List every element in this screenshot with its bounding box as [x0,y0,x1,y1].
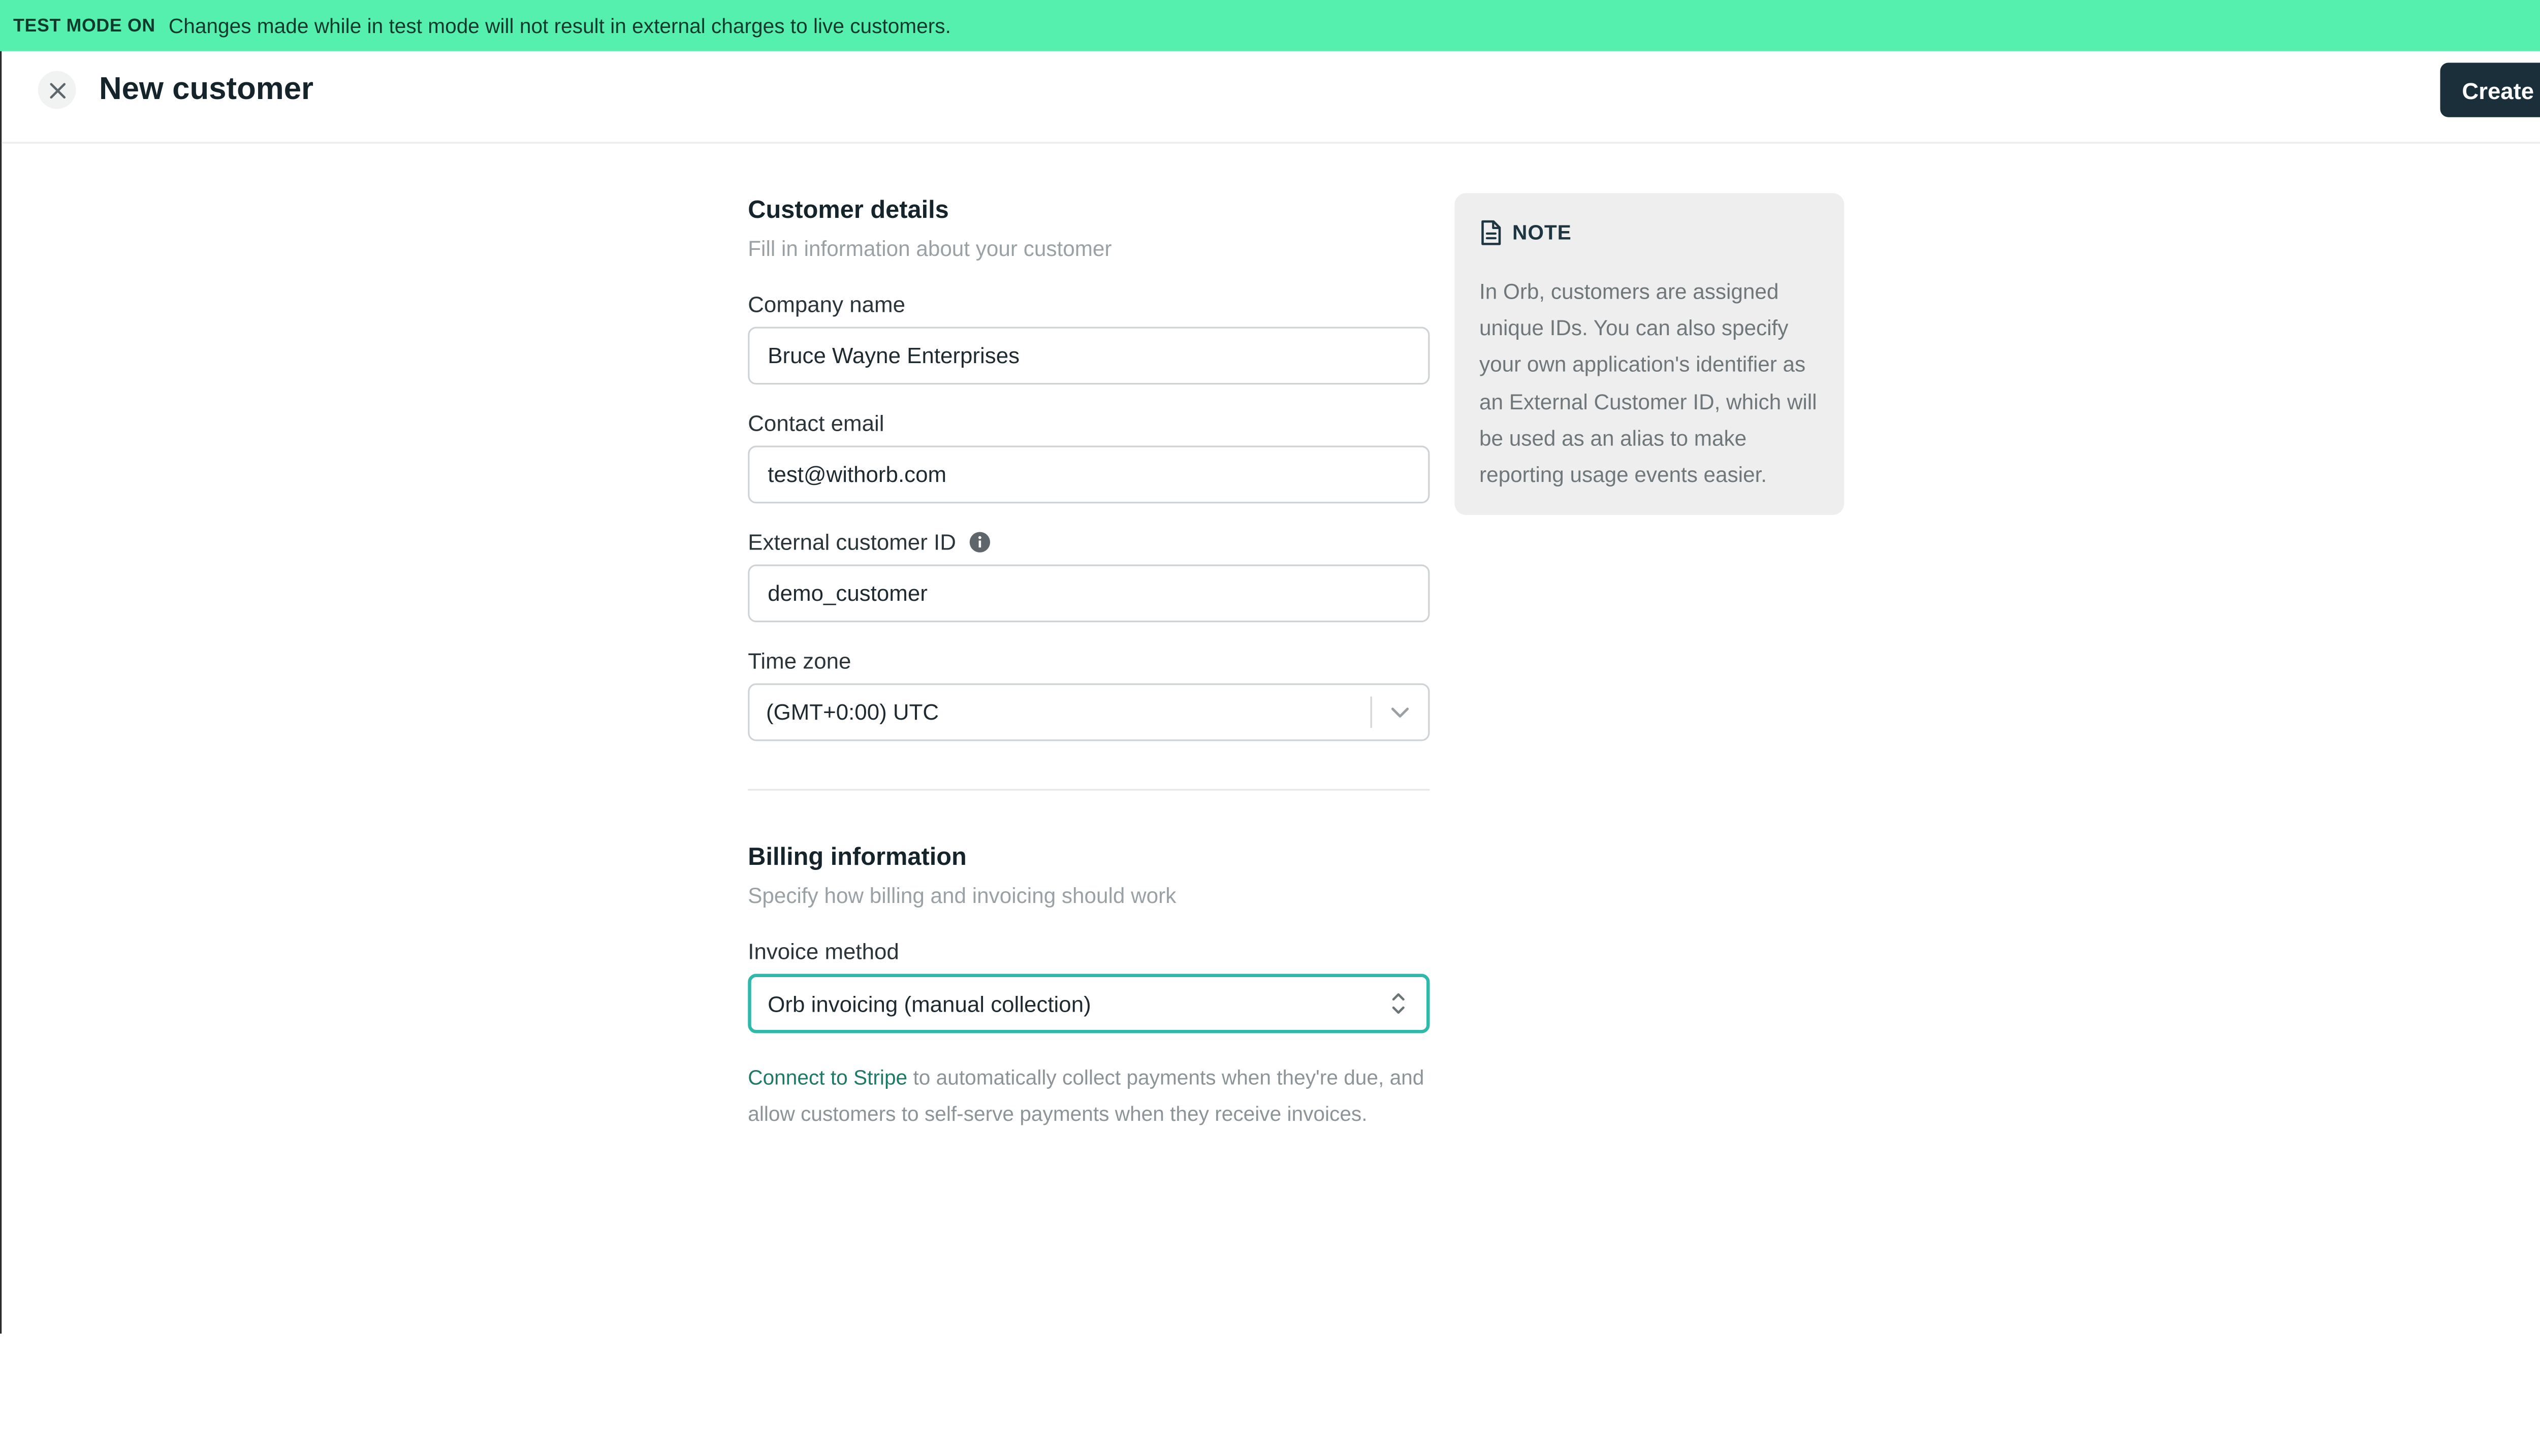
customer-details-subtitle: Fill in information about your customer [748,236,1112,261]
window-edge [0,0,2,1334]
invoice-method-label [748,939,899,964]
time-zone-select[interactable] [748,684,1430,741]
stripe-help-text [748,1060,1441,1133]
create-button[interactable]: Create [2440,63,2540,117]
customer-details-title: Customer details [748,196,949,224]
external-customer-id-label-text: External customer ID [748,530,956,555]
up-down-chevron-icon [1371,978,1427,1029]
external-customer-id-input[interactable] [748,565,1430,623]
invoice-method-value: Orb invoicing (manual collection) [768,991,1091,1016]
info-icon[interactable] [969,532,991,553]
note-heading [1479,219,1821,246]
section-divider [748,789,1430,791]
contact-email-label-text: Contact email [748,411,884,436]
external-customer-id-label [748,530,991,555]
company-name-label-text: Company name [748,292,906,317]
test-mode-tag: TEST MODE ON [13,15,155,36]
page-title: New customer [99,73,314,108]
stripe-help-rest: to automatically collect payments when they're due, and allow customers to self-serve payments when they receive invoices. [748,1066,1424,1126]
document-icon [1479,219,1503,246]
time-zone-value: (GMT+0:00) UTC [766,700,939,725]
contact-email-label [748,411,884,436]
invoice-method-select[interactable] [748,974,1430,1033]
invoice-method-label-text: Invoice method [748,939,899,964]
chevron-down-icon[interactable] [1372,685,1428,739]
time-zone-label-text: Time zone [748,649,851,673]
time-zone-label [748,649,851,673]
connect-to-stripe-link[interactable]: Connect to Stripe [748,1066,908,1089]
note-heading-text: NOTE [1512,221,1572,244]
page-header [2,51,2540,144]
close-icon [49,82,66,99]
billing-information-title: Billing information [748,843,967,871]
close-button[interactable] [38,71,76,109]
company-name-label [748,292,905,317]
note-body: In Orb, customers are assigned unique IDs. You can also specify your own application's identifier as an External Customer ID, which will be used as an alias to make reporting usage events easier. [1479,279,1817,487]
test-mode-message: Changes made while in test mode will not result in external charges to live customers. [168,14,951,38]
test-mode-banner [0,0,2540,51]
contact-email-input[interactable] [748,446,1430,504]
billing-information-subtitle: Specify how billing and invoicing should work [748,883,1177,908]
note-card [1454,193,1844,515]
company-name-input[interactable] [748,327,1430,385]
